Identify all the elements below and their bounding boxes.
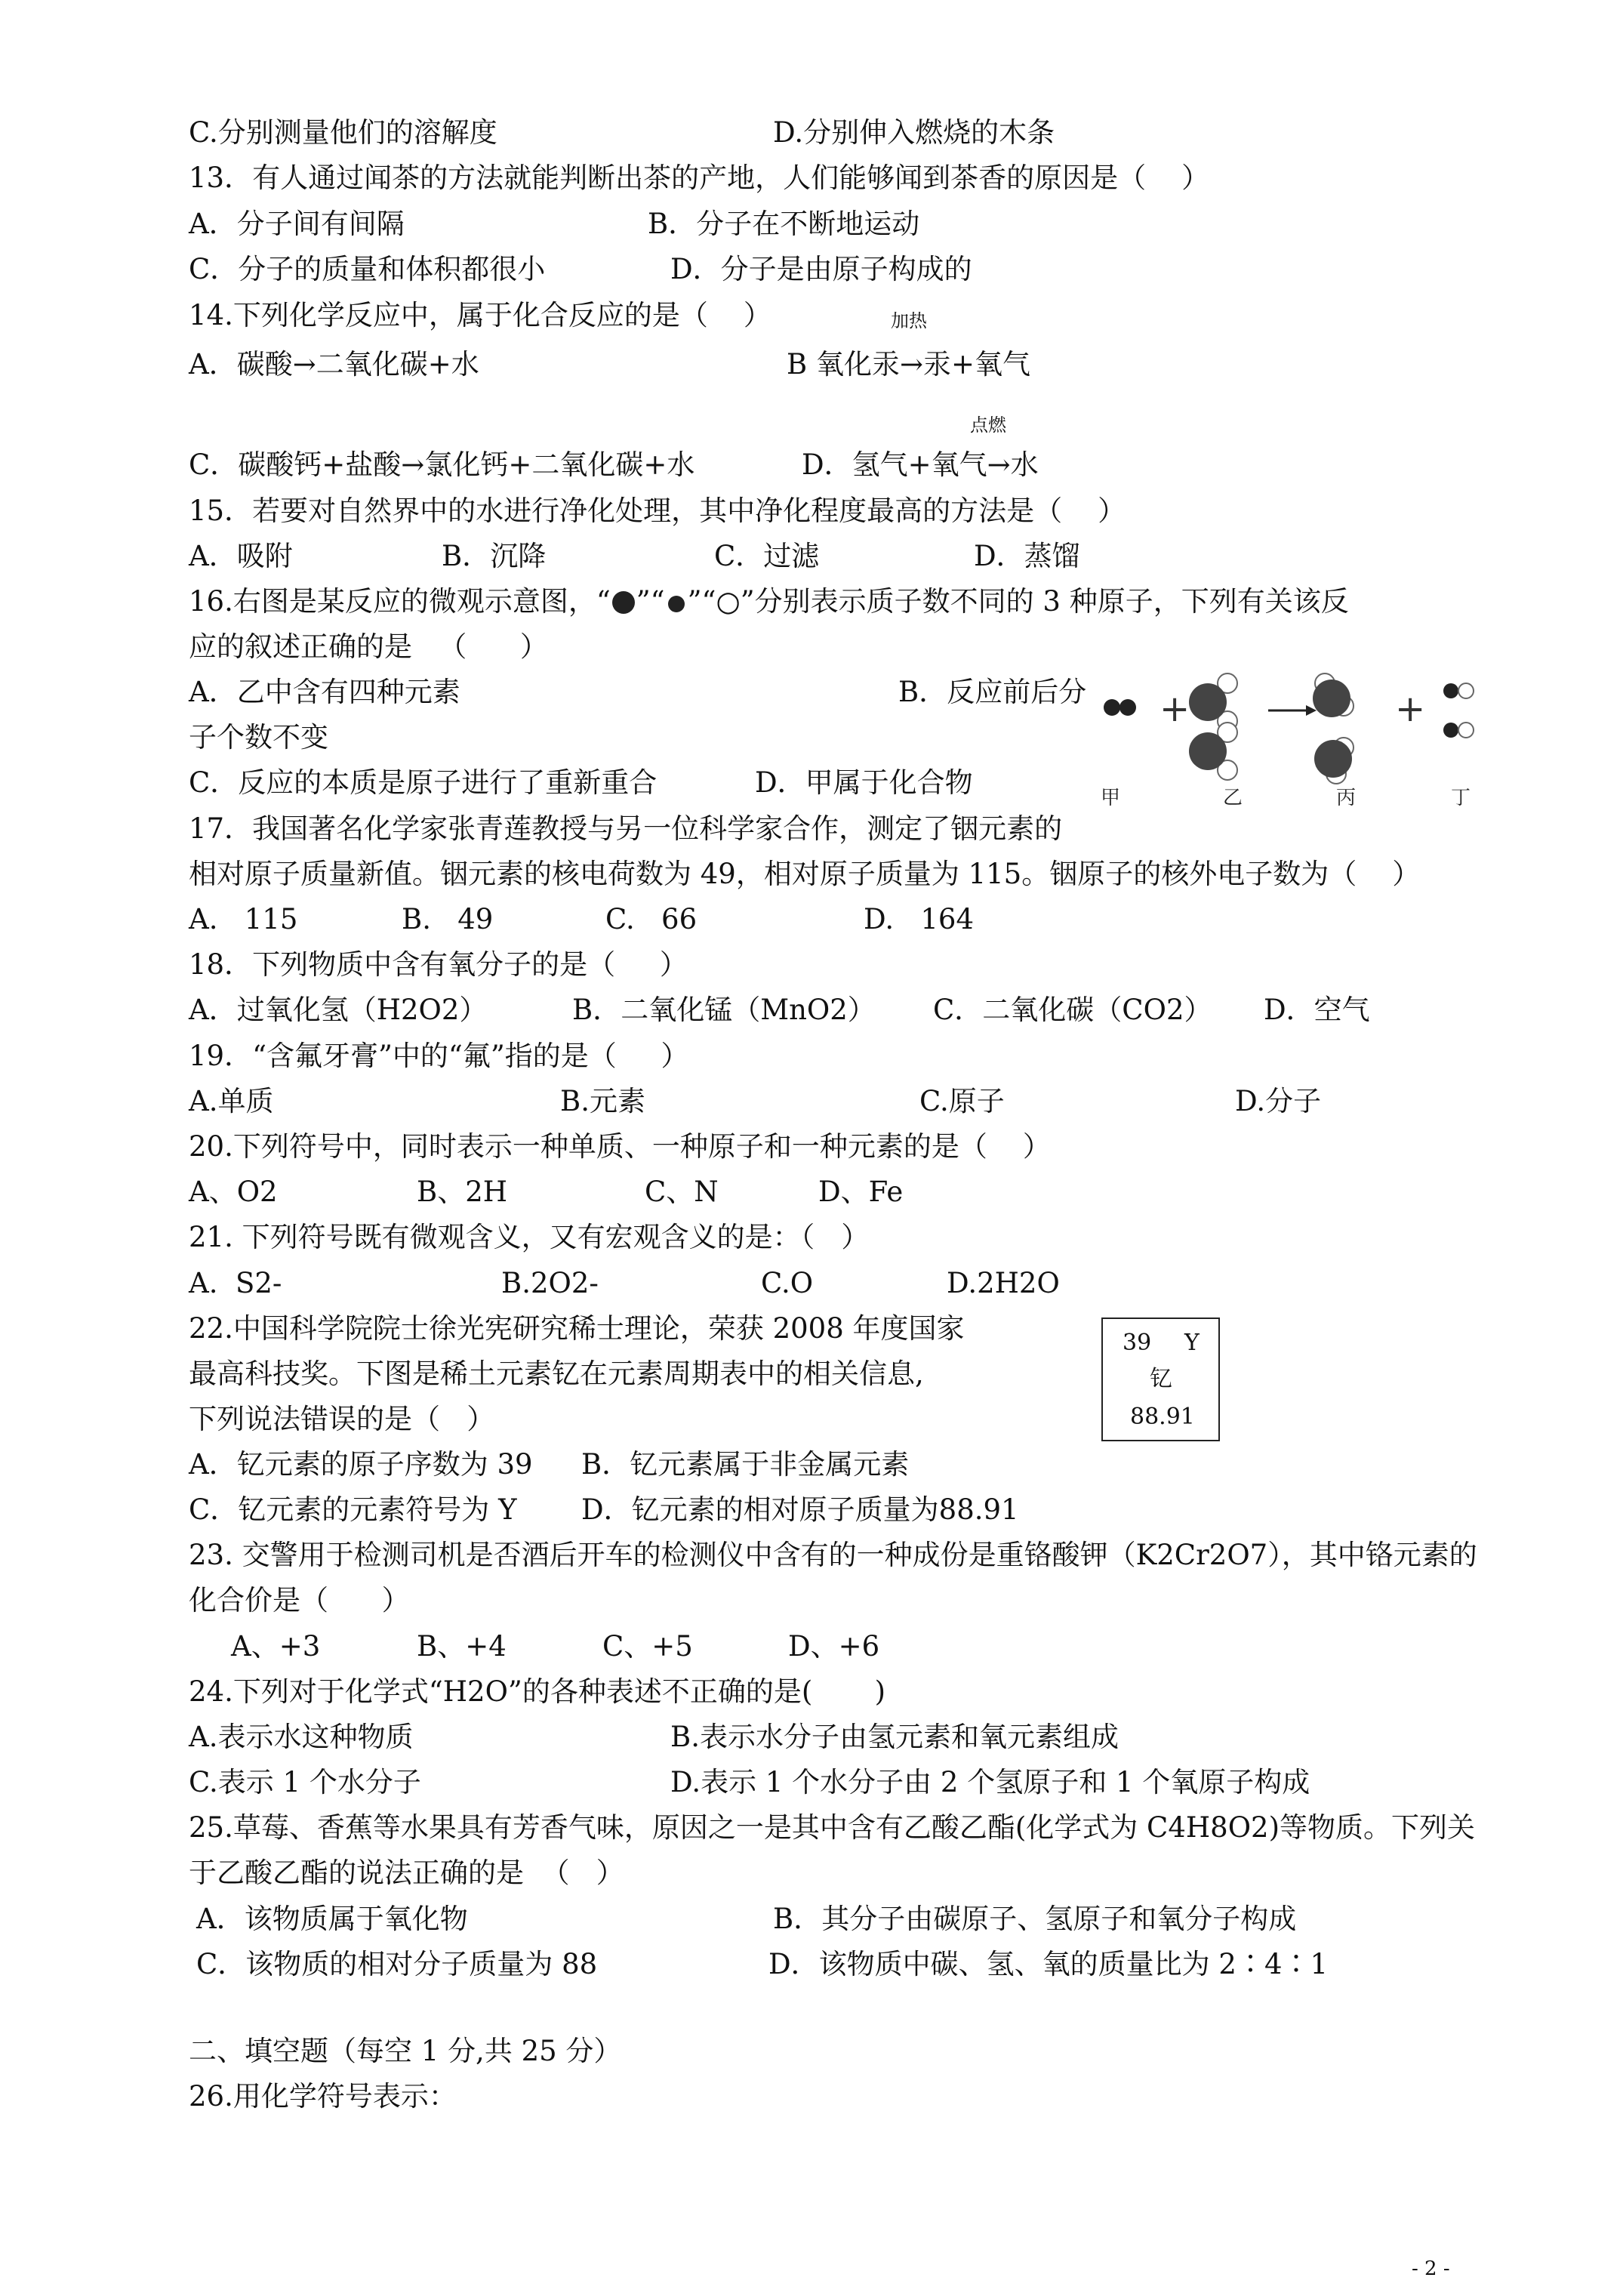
question-15: 15．若要对自然界中的水进行净化处理，其中净化程度最高的方法是（ ） (189, 495, 1126, 527)
question-21: 21. 下列符号既有微观含义，又有宏观含义的是：（ ） (189, 1221, 870, 1253)
question-26: 26.用化学符号表示： (189, 2080, 457, 2113)
question-23-line1: 23. 交警用于检测司机是否酒后开车的检测仪中含有的一种成份是重铬酸钾（K2Cr2O7），其中铬元素的 (189, 1539, 1477, 1571)
q23-option-b: B、+4 (417, 1630, 507, 1663)
question-25-line1: 25.草莓、香蕉等水果具有芳香气味，原因之一是其中含有乙酸乙酯(化学式为 C4H8O2)等物质。下列关 (189, 1811, 1476, 1844)
q18-option-a: A．过氧化氢（H2O2） (189, 994, 488, 1026)
q16-option-b-part2: 子个数不变 (189, 721, 328, 754)
jia-molecule (1104, 699, 1136, 716)
label-jia: 甲 (1101, 787, 1121, 809)
q24-option-b: B.表示水分子由氢元素和氧元素组成 (670, 1721, 1119, 1753)
q18-option-c: C．二氧化碳（CO2） (933, 994, 1212, 1026)
q16-option-b-part1: B．反应前后分 (898, 676, 1087, 708)
q13-option-d: D．分子是由原子构成的 (670, 253, 972, 285)
reaction-micro-diagram (1087, 646, 1480, 819)
q14-option-c: C．碳酸钙+盐酸→氯化钙+二氧化碳+水 (189, 448, 695, 481)
label-bing: 丙 (1336, 787, 1357, 809)
large-dark-atom-icon (612, 591, 635, 614)
element-card-yttrium (1101, 1318, 1220, 1441)
q14-option-b: B 氧化汞→汞+氧气 (787, 348, 1030, 381)
q19-option-d: D.分子 (1235, 1085, 1322, 1117)
q25-option-c: C．该物质的相对分子质量为 88 (196, 1948, 598, 1980)
q16-option-a: A．乙中含有四种元素 (189, 676, 460, 708)
question-20: 20.下列符号中，同时表示一种单质、一种原子和一种元素的是（ ） (189, 1130, 1051, 1163)
q17-option-c: C. 66 (605, 903, 698, 935)
plus-sign-1: + (1160, 688, 1190, 730)
question-18: 18．下列物质中含有氧分子的是（ ） (189, 948, 688, 981)
q25-option-a: A．该物质属于氧化物 (196, 1903, 468, 1935)
q24-option-c: C.表示 1 个水分子 (189, 1766, 421, 1798)
ding-molecules (1443, 683, 1474, 738)
question-22-line1: 22.中国科学院院士徐光宪研究稀士理论，荣获 2008 年度国家 (189, 1312, 965, 1345)
q25-option-b: B．其分子由碳原子、氢原子和氧分子构成 (773, 1903, 1297, 1935)
element-atomic-number: 39 (1123, 1330, 1152, 1356)
q17-option-a: A. 115 (189, 903, 298, 935)
q24-option-a: A.表示水这种物质 (189, 1721, 414, 1753)
question-22-line3: 下列说法错误的是（ ） (189, 1403, 495, 1435)
q14-heat-condition: 加热 (891, 310, 927, 331)
q18-option-d: D．空气 (1264, 994, 1370, 1026)
q18-option-b: B．二氧化锰（MnO2） (572, 994, 876, 1026)
q15-option-c: C．过滤 (714, 540, 820, 572)
q20-option-c: C、N (645, 1176, 719, 1208)
question-23-line2: 化合价是（ ） (189, 1584, 410, 1616)
q23-option-d: D、+6 (788, 1630, 880, 1663)
question-17-line1: 17．我国著名化学家张青莲教授与另一位科学家合作，测定了铟元素的 (189, 812, 1063, 845)
q19-option-a: A.单质 (189, 1085, 274, 1117)
q16-text-2: ”“ (636, 585, 665, 618)
q13-option-c: C．分子的质量和体积都很小 (189, 253, 546, 285)
element-name: 钇 (1150, 1366, 1172, 1392)
q12-option-c: C.分别测量他们的溶解度 (189, 116, 497, 149)
q20-option-d: D、Fe (818, 1176, 904, 1208)
question-16-line2: 应的叙述正确的是 （ ） (189, 630, 548, 663)
q16-text-3: ”“○”分别表示质子数不同的 3 种原子，下列有关该反 (687, 585, 1349, 618)
bing-molecules (1313, 673, 1354, 784)
q22-option-b: B．钇元素属于非金属元素 (581, 1448, 910, 1481)
q13-option-b: B．分子在不断地运动 (648, 208, 920, 240)
q12-option-d: D.分别伸入燃烧的木条 (773, 116, 1055, 149)
q22-option-c: C．钇元素的元素符号为 Y (189, 1493, 517, 1526)
question-19: 19．“含氟牙膏”中的“氟”指的是（ ） (189, 1040, 689, 1072)
small-dark-atom-icon (668, 596, 685, 612)
q21-option-c: C.O (761, 1267, 814, 1299)
element-symbol: Y (1184, 1330, 1200, 1356)
q17-option-b: B. 49 (402, 903, 494, 935)
q20-option-a: A、O2 (189, 1176, 278, 1208)
q22-option-d: D．钇元素的相对原子质量为88.91 (581, 1493, 1019, 1526)
q21-option-b: B.2O2- (501, 1267, 599, 1299)
q14-option-a: A．碳酸→二氧化碳+水 (189, 348, 479, 381)
q23-option-c: C、+5 (602, 1630, 693, 1663)
q17-option-d: D. 164 (864, 903, 975, 935)
q20-option-b: B、2H (417, 1176, 507, 1208)
q14-option-d: D．氢气+氧气→水 (802, 448, 1039, 481)
section-2-heading: 二、填空题（每空 1 分,共 25 分） (189, 2035, 622, 2067)
label-yi: 乙 (1223, 787, 1243, 809)
q16-text-1: 16.右图是某反应的微观示意图，“ (189, 585, 611, 618)
element-atomic-mass: 88.91 (1130, 1404, 1195, 1430)
q14-ignite-condition: 点燃 (970, 415, 1006, 436)
question-16-line1 (189, 584, 1349, 620)
q19-option-b: B.元素 (560, 1085, 645, 1117)
question-17-line2: 相对原子质量新值。铟元素的核电荷数为 49，相对原子质量为 115。铟原子的核外电子数为（ ） (189, 858, 1421, 890)
question-14: 14.下列化学反应中，属于化合反应的是（ ） (189, 299, 771, 331)
question-24: 24.下列对于化学式“H2O”的各种表述不正确的是( ) (189, 1675, 886, 1708)
q16-option-d: D．甲属于化合物 (755, 766, 973, 799)
q15-option-d: D．蒸馏 (974, 540, 1080, 572)
q21-option-a: A. S2- (189, 1267, 282, 1299)
q24-option-d: D.表示 1 个水分子由 2 个氢原子和 1 个氧原子构成 (670, 1766, 1310, 1798)
question-25-line2: 于乙酸乙酯的说法正确的是 （ ） (189, 1857, 624, 1889)
q13-option-a: A．分子间有间隔 (189, 208, 405, 240)
question-13: 13．有人通过闻茶的方法就能判断出茶的产地，人们能够闻到茶香的原因是（ ） (189, 162, 1210, 194)
q16-option-c: C．反应的本质是原子进行了重新重合 (189, 766, 658, 799)
q15-option-b: B．沉降 (442, 540, 547, 572)
q21-option-d: D.2H2O (947, 1267, 1060, 1299)
q19-option-c: C.原子 (919, 1085, 1005, 1117)
label-ding: 丁 (1451, 787, 1471, 809)
plus-sign-2: + (1395, 688, 1426, 730)
q15-option-a: A．吸附 (189, 540, 293, 572)
q25-option-d: D．该物质中碳、氢、氧的质量比为 2∶4∶1 (768, 1948, 1329, 1980)
q22-option-a: A．钇元素的原子序数为 39 (189, 1448, 533, 1481)
q23-option-a: A、+3 (231, 1630, 321, 1663)
yi-molecules (1189, 673, 1237, 780)
question-22-line2: 最高科技奖。下图是稀土元素钇在元素周期表中的相关信息, (189, 1358, 924, 1390)
page-number: - 2 - (1412, 2257, 1450, 2280)
